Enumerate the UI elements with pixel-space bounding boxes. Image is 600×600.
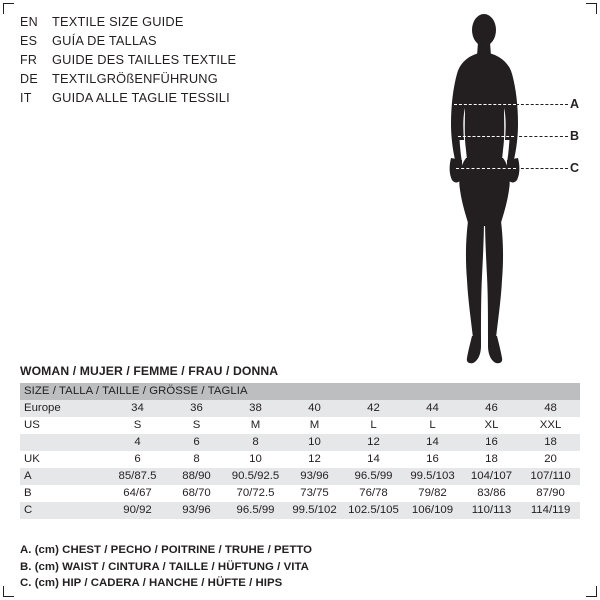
row-label-a: A <box>24 470 32 482</box>
cell: 106/109 <box>411 504 454 516</box>
measure-line-a-outer <box>516 104 568 105</box>
cell: 4 <box>134 436 141 448</box>
language-code-de: DE <box>20 72 38 86</box>
table-row <box>20 434 580 451</box>
cell: 16 <box>426 453 439 465</box>
legend-note-a: A. (cm) CHEST / PECHO / POITRINE / TRUHE / PETTO <box>20 544 313 556</box>
cell: 18 <box>544 436 557 448</box>
row-label-b: B <box>24 487 32 499</box>
cell: 110/113 <box>471 504 512 516</box>
cell: 8 <box>193 453 200 465</box>
cell: 79/82 <box>418 487 447 499</box>
cell: 34 <box>131 402 144 414</box>
cell: 104/107 <box>470 470 513 482</box>
cell: 20 <box>544 453 557 465</box>
cell: 93/96 <box>182 504 211 516</box>
cell: 36 <box>190 402 203 414</box>
cell: XL <box>484 419 499 431</box>
language-titles <box>20 14 350 109</box>
measure-label-a: A <box>570 97 580 111</box>
cell: 88/90 <box>182 470 211 482</box>
cell: 48 <box>544 402 557 414</box>
cell: 73/75 <box>300 487 329 499</box>
measure-label-c: C <box>570 161 580 175</box>
cell: 76/78 <box>359 487 388 499</box>
cell: 18 <box>485 453 498 465</box>
row-label-us-numeric <box>20 434 108 451</box>
cell: L <box>429 419 436 431</box>
corner-mark-top-left <box>3 3 14 14</box>
legend-note-b: B. (cm) WAIST / CINTURA / TAILLE / HÜFTUNG / VITA <box>20 560 309 573</box>
cell: 10 <box>308 436 321 448</box>
language-title-it: GUIDA ALLE TAGLIE TESSILI <box>52 90 230 105</box>
language-code-en: EN <box>20 15 38 29</box>
table-row <box>20 468 580 485</box>
row-label-europe: Europe <box>24 402 61 414</box>
cell: 64/67 <box>123 487 152 499</box>
cell: M <box>309 419 320 431</box>
corner-mark-bottom-right <box>586 586 597 597</box>
cell: 90/92 <box>123 504 152 516</box>
cell: 90.5/92.5 <box>231 470 280 482</box>
cell: S <box>133 419 142 431</box>
section-heading-woman: WOMAN / MUJER / FEMME / FRAU / DONNA <box>20 364 279 378</box>
cell: XXL <box>539 419 562 431</box>
language-code-fr: FR <box>20 53 38 67</box>
cell: 96.5/99 <box>354 470 393 482</box>
cell: 8 <box>252 436 259 448</box>
cell: 38 <box>249 402 262 414</box>
female-silhouette-icon <box>420 8 590 368</box>
language-title-es: GUÍA DE TALLAS <box>52 33 157 48</box>
cell: 107/110 <box>530 470 571 482</box>
cell: 10 <box>249 453 262 465</box>
cell: S <box>192 419 201 431</box>
language-title-de: TEXTILGRÖßENFÜHRUNG <box>52 71 218 86</box>
table-row <box>20 451 580 468</box>
cell: 14 <box>367 453 380 465</box>
row-label-us: US <box>24 419 40 431</box>
measure-label-b: B <box>570 129 580 143</box>
cell: 68/70 <box>182 487 211 499</box>
table-row <box>20 485 580 502</box>
table-row <box>20 417 580 434</box>
cell: 12 <box>308 453 321 465</box>
cell: 87/90 <box>536 487 565 499</box>
cell: 83/86 <box>477 487 506 499</box>
language-row-en <box>20 14 350 33</box>
measure-line-b-inner <box>458 136 514 137</box>
language-code-es: ES <box>20 34 38 48</box>
cell: 14 <box>426 436 439 448</box>
cell: L <box>370 419 377 431</box>
cell: 6 <box>193 436 200 448</box>
language-row-fr <box>20 52 350 71</box>
measure-line-c-inner <box>456 168 516 169</box>
cell: 99.5/102 <box>292 504 337 516</box>
table-row <box>20 400 580 417</box>
language-row-es <box>20 33 350 52</box>
language-code-it: IT <box>20 91 32 105</box>
size-table <box>20 383 580 519</box>
measurement-legend <box>20 542 440 592</box>
cell: 70/72.5 <box>236 487 275 499</box>
language-title-fr: GUIDE DES TAILLES TEXTILE <box>52 52 237 67</box>
table-header-label: SIZE / TALLA / TAILLE / GRÖSSE / TAGLIA <box>24 385 248 397</box>
table-header-row <box>20 383 580 400</box>
cell: M <box>250 419 261 431</box>
row-label-uk: UK <box>24 453 40 465</box>
measure-line-a-inner <box>454 104 516 105</box>
cell: 40 <box>308 402 321 414</box>
measure-line-b-outer <box>514 136 568 137</box>
cell: 12 <box>367 436 380 448</box>
row-label-c: C <box>24 504 33 516</box>
cell: 46 <box>485 402 498 414</box>
cell: 42 <box>367 402 380 414</box>
cell: 114/119 <box>530 504 571 516</box>
cell: 102.5/105 <box>348 504 399 516</box>
cell: 96.5/99 <box>236 504 275 516</box>
language-title-en: TEXTILE SIZE GUIDE <box>52 14 184 29</box>
cell: 85/87.5 <box>118 470 157 482</box>
female-body-figure <box>420 8 590 368</box>
language-row-de <box>20 71 350 90</box>
cell: 44 <box>426 402 439 414</box>
language-row-it <box>20 90 350 109</box>
cell: 6 <box>134 453 141 465</box>
corner-mark-bottom-left <box>3 586 14 597</box>
measure-line-c-outer <box>516 168 568 169</box>
cell: 16 <box>485 436 498 448</box>
cell: 99.5/103 <box>410 470 455 482</box>
table-row <box>20 502 580 519</box>
cell: 93/96 <box>300 470 329 482</box>
legend-note-c: C. (cm) HIP / CADERA / HANCHE / HÜFTE / HIPS <box>20 577 283 589</box>
